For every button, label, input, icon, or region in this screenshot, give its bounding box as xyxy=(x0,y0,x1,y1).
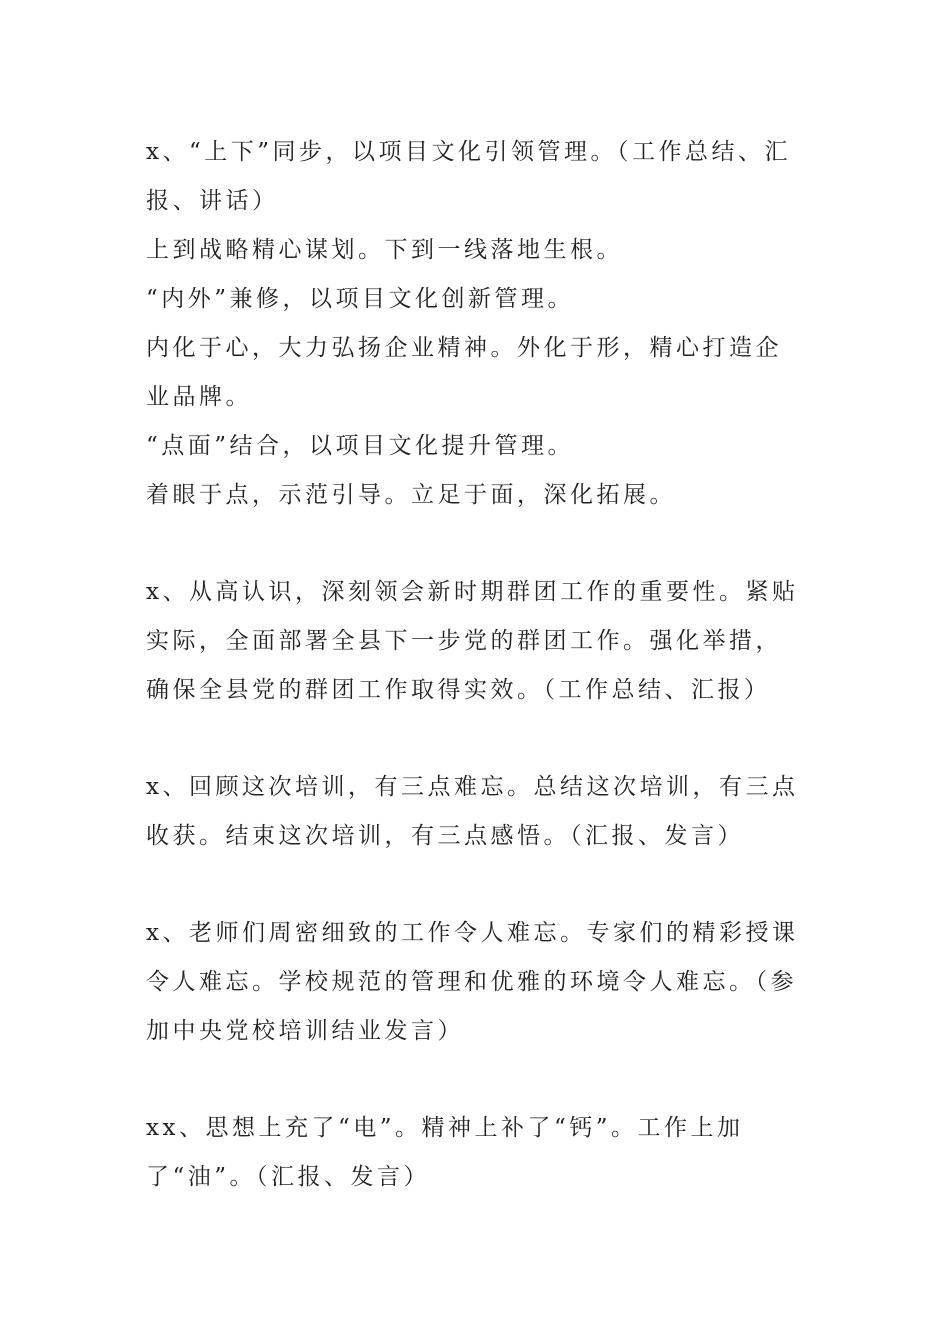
document-body xyxy=(146,128,808,1202)
paragraph-1: x、“上下”同步，以项目文化引领管理。（工作总结、汇报、讲话） xyxy=(146,139,791,214)
paragraph-6: 着眼于点，示范引导。立足于面，深化拓展。 xyxy=(146,482,676,508)
paragraph-4: 内化于心，大力弘扬企业精神。外化于形，精心打造企业品牌。 xyxy=(146,335,782,410)
paragraph-5: “点面”结合，以项目文化提升管理。 xyxy=(146,433,575,459)
paragraph-7: x、从高认识，深刻领会新时期群团工作的重要性。紧贴实际，全面部署全县下一步党的群团工作。强化举措，确保全县党的群团工作取得实效。（工作总结、汇报） xyxy=(146,579,799,703)
paragraph-2: 上到战略精心谋划。下到一线落地生根。 xyxy=(146,237,623,263)
paragraph-spacer xyxy=(146,520,808,568)
paragraph-spacer xyxy=(146,861,808,909)
paragraph-spacer xyxy=(146,1056,808,1104)
paragraph-3: “内外”兼修，以项目文化创新管理。 xyxy=(146,286,575,312)
paragraph-9: x、老师们周密细致的工作令人难忘。专家们的精彩授课令人难忘。学校规范的管理和优雅的环境令人难忘。（参加中央党校培训结业发言） xyxy=(146,920,799,1044)
paragraph-spacer xyxy=(146,715,808,763)
paragraph-8: x、回顾这次培训，有三点难忘。总结这次培训，有三点收获。结束这次培训，有三点感悟。（汇报、发言） xyxy=(146,774,799,849)
paragraph-10: xx、思想上充了“电”。精神上补了“钙”。工作上加了“油”。（汇报、发言） xyxy=(146,1115,744,1190)
